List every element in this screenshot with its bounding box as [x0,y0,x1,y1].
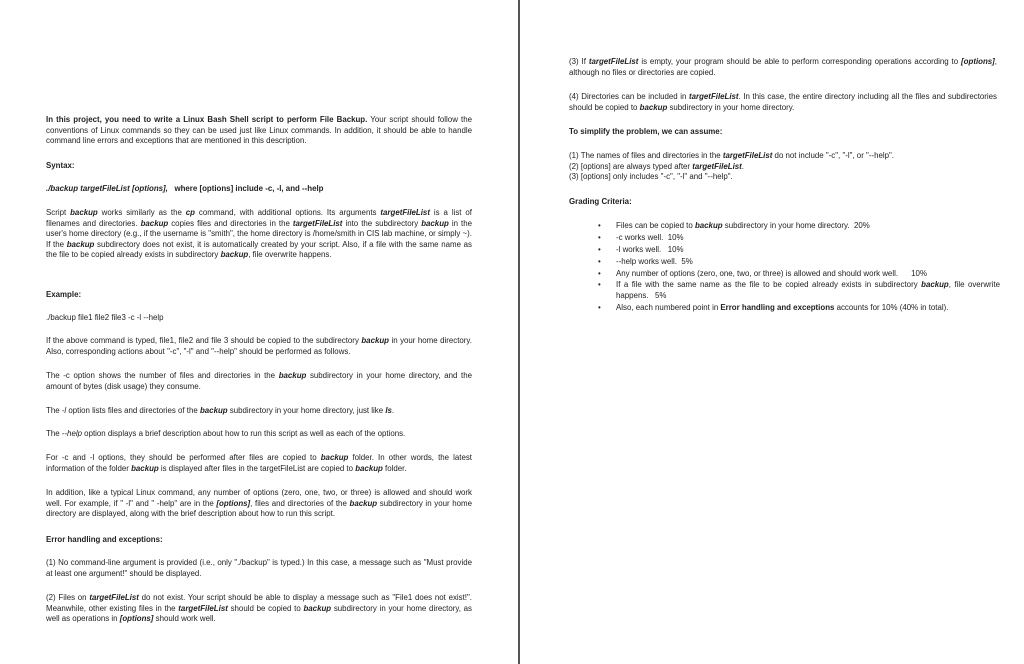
criteria-item: • Any number of options (zero, one, two, or three) is allowed and should work well. 10% [598,268,927,278]
assumptions-list [569,151,999,183]
bullet-icon: • [598,256,601,266]
criteria-item: • --help works well. 5% [598,256,693,266]
syntax-command: ./backup targetFileList [options], [46,184,168,193]
grading-heading: Grading Criteria: [569,197,632,206]
intro-rest: Your script should follow the conventions of Linux commands so they can be used just like Linux commands. In addition, it should be able to handle command line errors and exceptions that are mentioned in this description. [46,115,472,146]
intro-paragraph [46,115,472,147]
syntax-where: where [options] include -c, -l, and --help [167,184,324,193]
in-addition-paragraph: In addition, like a typical Linux command, any number of options (zero, one, two, or three) is allowed and should work well. For example, if " -l" and " -help" are in the [options], files and directories of the backup subdirectory in your home directory are displayed, along with the brief description about how to run this script. [46,488,472,519]
example-heading: Example: [46,290,82,299]
cl-options-paragraph: For -c and -l options, they should be performed after files are copied to backup folder. In other words, the latest information of the folder backup is displayed after files in the targetFileList are copied to backup folder. [46,453,472,473]
criteria-item: • -c works well. 10% [598,232,684,242]
error-item-3: (3) If targetFileList is empty, your program should be able to perform corresponding operations according to [options], although no files or directories are copied. [569,57,997,77]
criteria-item: • Files can be copied to backup subdirectory in your home directory. 20% [598,221,870,230]
bullet-icon: • [598,302,601,312]
error-item-2: (2) Files on targetFileList do not exist. Your script should be able to display a message such as "File1 does not exist!". Meanwhile, other existing files in the targetFileList should be copied to backup subdirectory in your home directory, as well as operations in [options] should work well. [46,593,472,624]
error-item-4: (4) Directories can be included in targetFileList. In this case, the entire directory including all the files and subdirectories should be copied to backup subdirectory in your home directory. [569,92,997,112]
intro-lead: In this project, you need to write a Linux Bash Shell script to perform File Backup. [46,115,368,124]
bullet-icon: • [598,244,601,254]
l-option-paragraph: The -l option lists files and directories of the backup subdirectory in your home directory, just like ls. [46,406,395,415]
bullet-icon: • [598,221,601,230]
error-handling-heading: Error handling and exceptions: [46,535,163,544]
assumption-3: (3) [options] only includes "-c", "-l" and "--help". [569,172,733,182]
error-item-1: (1) No command-line argument is provided (i.e., only "./backup" is typed.) In this case, a message such as "Must provide at least one argument!" should be displayed. [46,558,472,578]
simplify-heading: To simplify the problem, we can assume: [569,127,723,136]
criteria-item: • If a file with the same name as the file to be copied already exists in subdirectory backup, file overwrite happens. 5% [598,280,1003,300]
criteria-item: • -l works well. 10% [598,244,684,254]
script-description: Script backup works similarly as the cp command, with additional options. Its arguments targetFileList is a list of filenames and directories. backup copies files and directories in the targetFileList into the subdirectory backup in the user's home directory (e.g., if the username is "smith", the home directory is /home/smith in CIS lab machine, or simply ~). If the backup subdirectory does not exist, it is automatically created by your script. Also, if a file with the same name as the file to be copied already exists in subdirectory backup, file overwrite happens. [46,208,472,260]
right-page [520,0,1024,664]
c-option-paragraph: The -c option shows the number of files and directories in the backup subdirectory in your home directory, and the amount of bytes (disk usage) they consume. [46,371,472,391]
grading-criteria-list [598,221,1003,315]
syntax-line [46,184,472,195]
syntax-heading: Syntax: [46,161,75,170]
assumption-1: (1) The names of files and directories in the targetFileList do not include "-c", "-l", or "--help". [569,151,894,160]
bullet-icon: • [598,268,601,278]
example-command: ./backup file1 file2 file3 -c -l --help [46,313,164,322]
bullet-icon: • [598,280,601,290]
help-option-paragraph: The --help option displays a brief description about how to run this script as well as each of the options. [46,429,406,438]
assumption-2: (2) [options] are always typed after targetFileList. [569,161,744,171]
bullet-icon: • [598,232,601,242]
criteria-item: • Also, each numbered point in Error handling and exceptions accounts for 10% (40% in total). [598,302,949,312]
if-above-paragraph: If the above command is typed, file1, file2 and file 3 should be copied to the subdirectory backup in your home directory. Also, corresponding actions about "-c", "-l" and "--help" should be performed as follows. [46,336,472,356]
